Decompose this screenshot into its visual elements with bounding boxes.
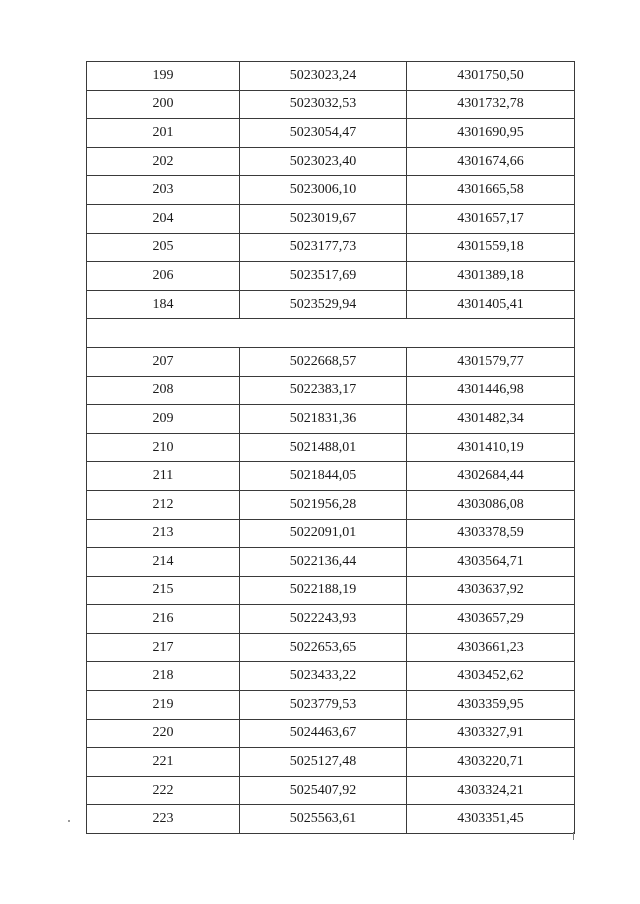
point-number-cell: 215 xyxy=(87,576,240,605)
coordinates-table-body xyxy=(87,62,575,834)
table-row xyxy=(87,290,575,319)
point-number-cell: 212 xyxy=(87,490,240,519)
x-coordinate-cell: 5023006,10 xyxy=(240,176,407,205)
y-coordinate-cell: 4303657,29 xyxy=(407,605,575,634)
y-coordinate-cell: 4301579,77 xyxy=(407,347,575,376)
point-number-cell: 216 xyxy=(87,605,240,634)
x-coordinate-cell: 5021956,28 xyxy=(240,490,407,519)
point-number-cell: 217 xyxy=(87,633,240,662)
x-coordinate-cell: 5025563,61 xyxy=(240,805,407,834)
table-row xyxy=(87,147,575,176)
scan-speck xyxy=(68,820,70,822)
y-coordinate-cell: 4303661,23 xyxy=(407,633,575,662)
point-number-cell: 199 xyxy=(87,62,240,91)
x-coordinate-cell: 5025407,92 xyxy=(240,776,407,805)
y-coordinate-cell: 4303324,21 xyxy=(407,776,575,805)
x-coordinate-cell: 5021844,05 xyxy=(240,462,407,491)
x-coordinate-cell: 5022136,44 xyxy=(240,548,407,577)
point-number-cell: 211 xyxy=(87,462,240,491)
point-number-cell: 208 xyxy=(87,376,240,405)
x-coordinate-cell: 5022653,65 xyxy=(240,633,407,662)
x-coordinate-cell: 5022091,01 xyxy=(240,519,407,548)
y-coordinate-cell: 4301410,19 xyxy=(407,433,575,462)
table-row xyxy=(87,376,575,405)
y-coordinate-cell: 4301750,50 xyxy=(407,62,575,91)
y-coordinate-cell: 4301559,18 xyxy=(407,233,575,262)
point-number-cell: 214 xyxy=(87,548,240,577)
point-number-cell: 210 xyxy=(87,433,240,462)
point-number-cell: 213 xyxy=(87,519,240,548)
x-coordinate-cell: 5023023,40 xyxy=(240,147,407,176)
x-coordinate-cell: 5023517,69 xyxy=(240,262,407,291)
table-row xyxy=(87,405,575,434)
x-coordinate-cell: 5022668,57 xyxy=(240,347,407,376)
table-edge-tick xyxy=(573,832,574,840)
table-row xyxy=(87,776,575,805)
x-coordinate-cell: 5024463,67 xyxy=(240,719,407,748)
x-coordinate-cell: 5025127,48 xyxy=(240,748,407,777)
y-coordinate-cell: 4303327,91 xyxy=(407,719,575,748)
point-number-cell: 202 xyxy=(87,147,240,176)
x-coordinate-cell: 5023032,53 xyxy=(240,90,407,119)
x-coordinate-cell: 5023779,53 xyxy=(240,691,407,720)
x-coordinate-cell: 5022243,93 xyxy=(240,605,407,634)
y-coordinate-cell: 4303086,08 xyxy=(407,490,575,519)
table-row xyxy=(87,519,575,548)
y-coordinate-cell: 4301389,18 xyxy=(407,262,575,291)
point-number-cell: 223 xyxy=(87,805,240,834)
point-number-cell: 219 xyxy=(87,691,240,720)
y-coordinate-cell: 4303452,62 xyxy=(407,662,575,691)
table-row xyxy=(87,633,575,662)
table-row xyxy=(87,433,575,462)
table-row xyxy=(87,748,575,777)
y-coordinate-cell: 4303564,71 xyxy=(407,548,575,577)
x-coordinate-cell: 5022188,19 xyxy=(240,576,407,605)
point-number-cell: 203 xyxy=(87,176,240,205)
y-coordinate-cell: 4303378,59 xyxy=(407,519,575,548)
x-coordinate-cell: 5023023,24 xyxy=(240,62,407,91)
point-number-cell: 206 xyxy=(87,262,240,291)
y-coordinate-cell: 4303359,95 xyxy=(407,691,575,720)
point-number-cell: 201 xyxy=(87,119,240,148)
x-coordinate-cell: 5023529,94 xyxy=(240,290,407,319)
table-row xyxy=(87,119,575,148)
point-number-cell: 207 xyxy=(87,347,240,376)
point-number-cell: 209 xyxy=(87,405,240,434)
table-row xyxy=(87,691,575,720)
table-row xyxy=(87,62,575,91)
x-coordinate-cell: 5023433,22 xyxy=(240,662,407,691)
y-coordinate-cell: 4302684,44 xyxy=(407,462,575,491)
table-row xyxy=(87,805,575,834)
point-number-cell: 184 xyxy=(87,290,240,319)
table-row xyxy=(87,262,575,291)
y-coordinate-cell: 4301674,66 xyxy=(407,147,575,176)
point-number-cell: 222 xyxy=(87,776,240,805)
x-coordinate-cell: 5021831,36 xyxy=(240,405,407,434)
y-coordinate-cell: 4301482,34 xyxy=(407,405,575,434)
x-coordinate-cell: 5022383,17 xyxy=(240,376,407,405)
y-coordinate-cell: 4301665,58 xyxy=(407,176,575,205)
table-row xyxy=(87,719,575,748)
coordinates-table xyxy=(86,61,575,834)
table-row xyxy=(87,576,575,605)
table-row xyxy=(87,90,575,119)
point-number-cell: 221 xyxy=(87,748,240,777)
y-coordinate-cell: 4303220,71 xyxy=(407,748,575,777)
table-row xyxy=(87,176,575,205)
x-coordinate-cell: 5023019,67 xyxy=(240,204,407,233)
y-coordinate-cell: 4301446,98 xyxy=(407,376,575,405)
separator-cell xyxy=(87,319,575,348)
table-row xyxy=(87,490,575,519)
y-coordinate-cell: 4301690,95 xyxy=(407,119,575,148)
separator-row xyxy=(87,319,575,348)
point-number-cell: 200 xyxy=(87,90,240,119)
point-number-cell: 220 xyxy=(87,719,240,748)
table-row xyxy=(87,204,575,233)
table-row xyxy=(87,347,575,376)
y-coordinate-cell: 4303637,92 xyxy=(407,576,575,605)
y-coordinate-cell: 4301405,41 xyxy=(407,290,575,319)
table-row xyxy=(87,462,575,491)
table-row xyxy=(87,605,575,634)
table-row xyxy=(87,548,575,577)
table-row xyxy=(87,233,575,262)
y-coordinate-cell: 4301657,17 xyxy=(407,204,575,233)
y-coordinate-cell: 4301732,78 xyxy=(407,90,575,119)
point-number-cell: 205 xyxy=(87,233,240,262)
point-number-cell: 218 xyxy=(87,662,240,691)
x-coordinate-cell: 5023177,73 xyxy=(240,233,407,262)
point-number-cell: 204 xyxy=(87,204,240,233)
table-row xyxy=(87,662,575,691)
x-coordinate-cell: 5023054,47 xyxy=(240,119,407,148)
x-coordinate-cell: 5021488,01 xyxy=(240,433,407,462)
y-coordinate-cell: 4303351,45 xyxy=(407,805,575,834)
